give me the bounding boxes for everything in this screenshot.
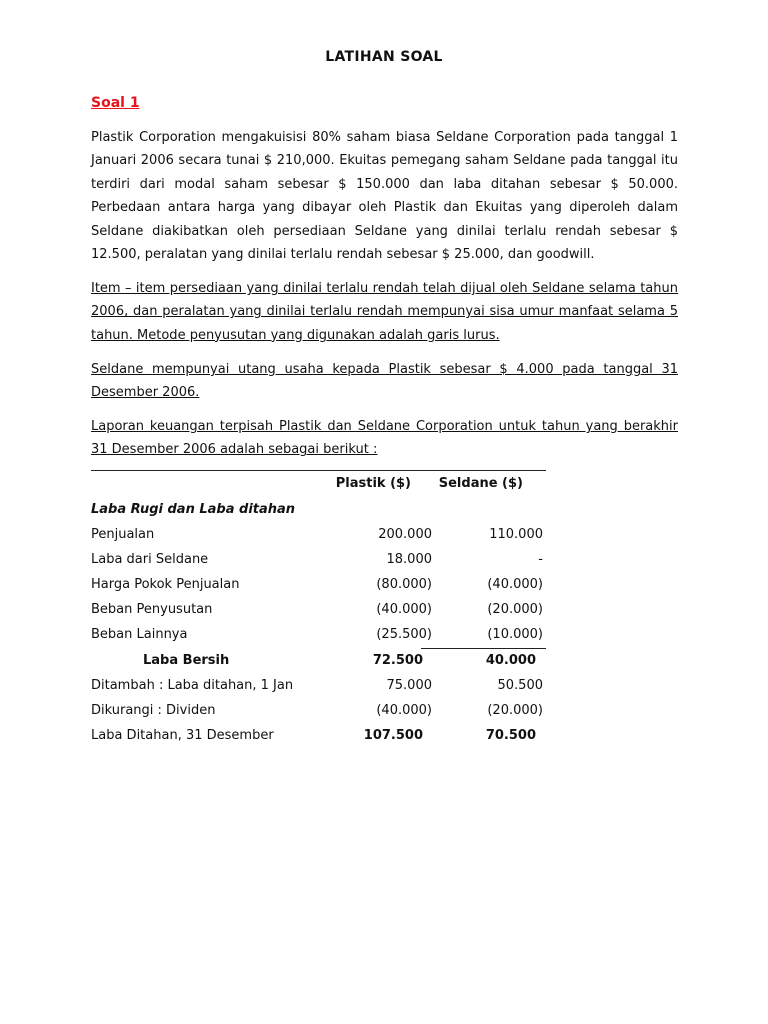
table-row: [91, 574, 546, 596]
row-label: Beban Penyusutan: [91, 602, 213, 617]
row-label: Penjualan: [91, 527, 155, 542]
table-row: [91, 700, 546, 722]
plastik-value: (80.000): [376, 577, 432, 592]
header-seldane: Seldane ($): [438, 476, 523, 491]
plastik-value: 72.500: [372, 653, 423, 668]
seldane-value: 40.000: [485, 653, 536, 668]
seldane-value: (10.000): [487, 627, 543, 642]
table-row: [91, 549, 546, 571]
table-top-rule: [91, 470, 546, 471]
table-row: [91, 599, 546, 621]
section-label-row: [91, 499, 546, 521]
table-header-row: [91, 473, 546, 495]
paragraph-2: Item – item persediaan yang dinilai terlalu rendah telah dijual oleh Seldane selama tahun 2006, dan peralatan yang dinilai terlalu rendah mempunyai sisa umur manfaat selama 5 tahun. Metode penyusutan yang digunakan adalah garis lurus.: [91, 281, 678, 343]
row-label: Dikurangi : Dividen: [91, 703, 216, 718]
plastik-value: (40.000): [376, 602, 432, 617]
paragraph-4: Laporan keuangan terpisah Plastik dan Seldane Corporation untuk tahun yang berakhir 31 Desember 2006 adalah sebagai berikut :: [91, 419, 678, 458]
seldane-value: -: [538, 552, 543, 567]
plastik-value: 107.500: [363, 728, 423, 743]
section-heading: Soal 1: [91, 95, 140, 111]
seldane-value: (20.000): [487, 602, 543, 617]
seldane-value: (40.000): [487, 577, 543, 592]
net-income-row: [91, 650, 546, 672]
plastik-value: 75.000: [386, 678, 432, 693]
row-label: Beban Lainnya: [91, 627, 188, 642]
paragraph-3: Seldane mempunyai utang usaha kepada Plastik sebesar $ 4.000 pada tanggal 31 Desember 2006.: [91, 362, 678, 401]
page-title: LATIHAN SOAL: [325, 49, 443, 65]
section-label: Laba Rugi dan Laba ditahan: [91, 502, 296, 517]
plastik-value: (25.500): [376, 627, 432, 642]
row-label: Laba Bersih: [143, 653, 230, 668]
retained-earnings-row: [91, 725, 546, 747]
plastik-value: 200.000: [378, 527, 432, 542]
plastik-value: (40.000): [376, 703, 432, 718]
subtotal-rule: [421, 648, 546, 649]
row-label: Harga Pokok Penjualan: [91, 577, 240, 592]
seldane-value: 50.500: [497, 678, 543, 693]
seldane-value: 70.500: [485, 728, 536, 743]
seldane-value: (20.000): [487, 703, 543, 718]
row-label: Ditambah : Laba ditahan, 1 Jan: [91, 678, 294, 693]
plastik-value: 18.000: [386, 552, 432, 567]
header-plastik: Plastik ($): [335, 476, 411, 491]
table-row: [91, 624, 546, 646]
paragraph-1: Plastik Corporation mengakuisisi 80% saham biasa Seldane Corporation pada tanggal 1 Januari 2006 secara tunai $ 210,000. Ekuitas pemegang saham Seldane pada tanggal itu terdiri dari modal saham sebesar $ 150.000 dan laba ditahan sebesar $ 50.000. Perbedaan antara harga yang dibayar oleh Plastik dan Ekuitas yang diperoleh dalam Seldane diakibatkan oleh persediaan Seldane yang dinilai terlalu rendah sebesar $ 12.500, peralatan yang dinilai terlalu rendah sebesar $ 25.000, dan goodwill.: [91, 130, 678, 263]
row-label: Laba Ditahan, 31 Desember: [91, 728, 274, 743]
seldane-value: 110.000: [489, 527, 543, 542]
table-row: [91, 675, 546, 697]
row-label: Laba dari Seldane: [91, 552, 209, 567]
table-row: [91, 524, 546, 546]
